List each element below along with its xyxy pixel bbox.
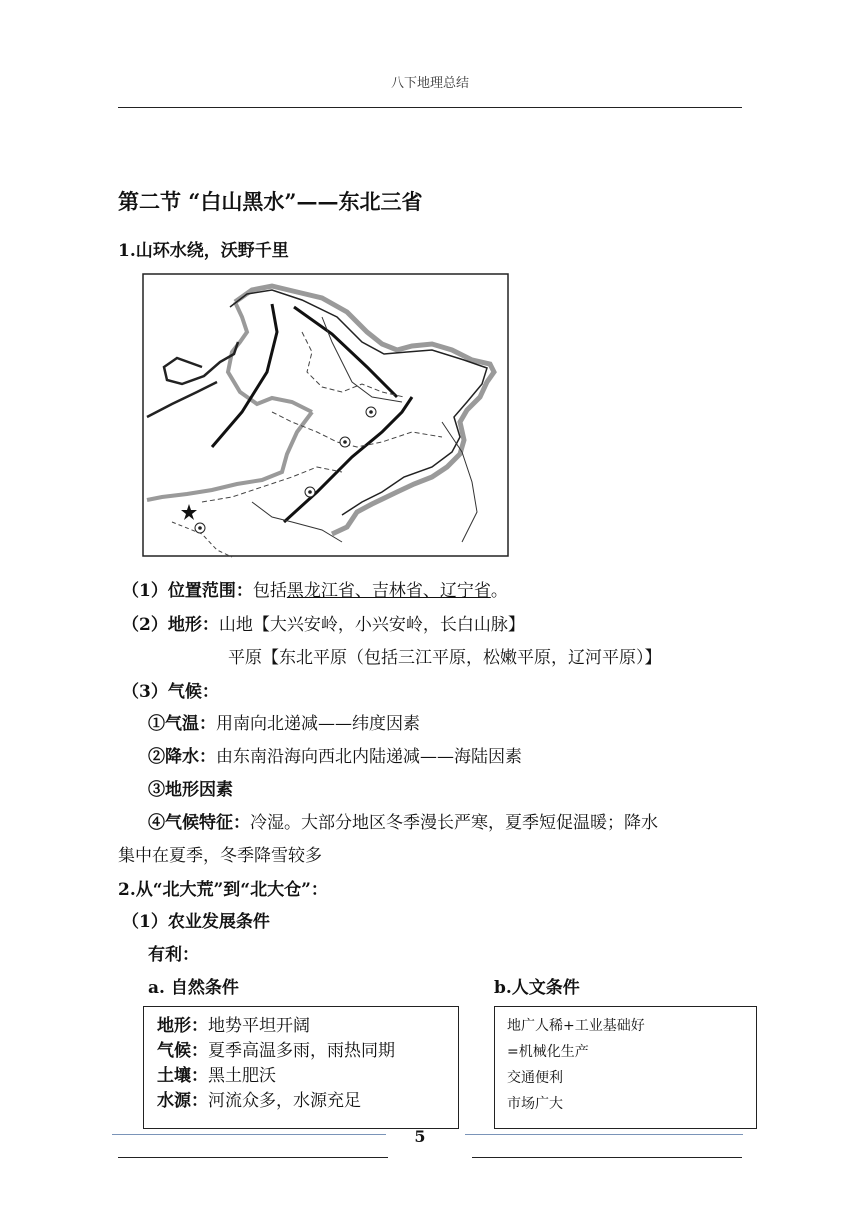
human-row-3: 交通便利 [507, 1070, 563, 1086]
natural-row-soil: 土壤：黑土肥沃 [157, 1066, 276, 1086]
natural-conditions-title: a. 自然条件 [148, 978, 239, 998]
human-row-1: 地广人稀+工业基础好 [507, 1018, 645, 1034]
city-beijing [195, 523, 205, 533]
part2-heading: 2.从“北大荒”到“北大仓”： [118, 880, 328, 900]
climate-label: （3）气候： [122, 682, 219, 702]
header-rule [118, 107, 742, 108]
natural-conditions-box [143, 1006, 459, 1129]
page-number: 5 [414, 1127, 426, 1146]
human-conditions-title: b.人文条件 [494, 978, 580, 998]
climate-item-terrain-factor: ③地形因素 [148, 780, 233, 800]
terrain-line [122, 610, 525, 635]
natural-row-climate: 气候：夏季高温多雨，雨热同期 [157, 1041, 395, 1061]
human-conditions-box [494, 1006, 757, 1129]
location-label: （1）位置范围： [122, 581, 253, 601]
part1-heading: 1.山环水绕，沃野千里 [118, 241, 289, 261]
footer-rule-lower-left [118, 1157, 388, 1158]
northeast-map [142, 272, 510, 558]
city-shenyang [305, 487, 315, 497]
natural-row-water: 水源：河流众多，水源充足 [157, 1091, 361, 1111]
human-row-2: =机械化生产 [507, 1044, 589, 1060]
location-prefix: 包括 [252, 581, 287, 601]
location-provinces: 黑龙江省、吉林省、辽宁省 [286, 581, 491, 601]
city-changchun [340, 437, 350, 447]
page-header: 八下地理总结 [390, 76, 469, 91]
terrain-label: （2）地形： [122, 615, 219, 635]
agri-conditions-heading: （1）农业发展条件 [122, 912, 270, 932]
climate-features-continuation: 集中在夏季，冬季降雪较多 [118, 846, 322, 866]
human-row-4: 市场广大 [507, 1096, 563, 1112]
terrain-plains: 平原【东北平原（包括三江平原，松嫩平原，辽河平原）】 [228, 648, 662, 668]
section-title: 第二节 “白山黑水”——东北三省 [118, 189, 423, 214]
natural-row-terrain: 地形：地势平坦开阔 [157, 1016, 310, 1036]
northeast-map-figure [142, 272, 510, 558]
location-suffix: 。 [490, 581, 508, 601]
terrain-mountains: 山地【大兴安岭，小兴安岭，长白山脉】 [218, 615, 525, 635]
climate-item-precipitation: ②降水：由东南沿海向西北内陆递减——海陆因素 [148, 747, 522, 767]
city-harbin [366, 407, 376, 417]
climate-item-features: ④气候特征：冷湿。大部分地区冬季漫长严寒，夏季短促温暖；降水 [148, 813, 658, 833]
location-line [122, 576, 508, 601]
map-frame [143, 274, 508, 556]
favorable-label: 有利： [148, 945, 199, 965]
climate-item-temperature: ①气温：用南向北递减——纬度因素 [148, 714, 420, 734]
footer-rule-lower-right [472, 1157, 742, 1158]
